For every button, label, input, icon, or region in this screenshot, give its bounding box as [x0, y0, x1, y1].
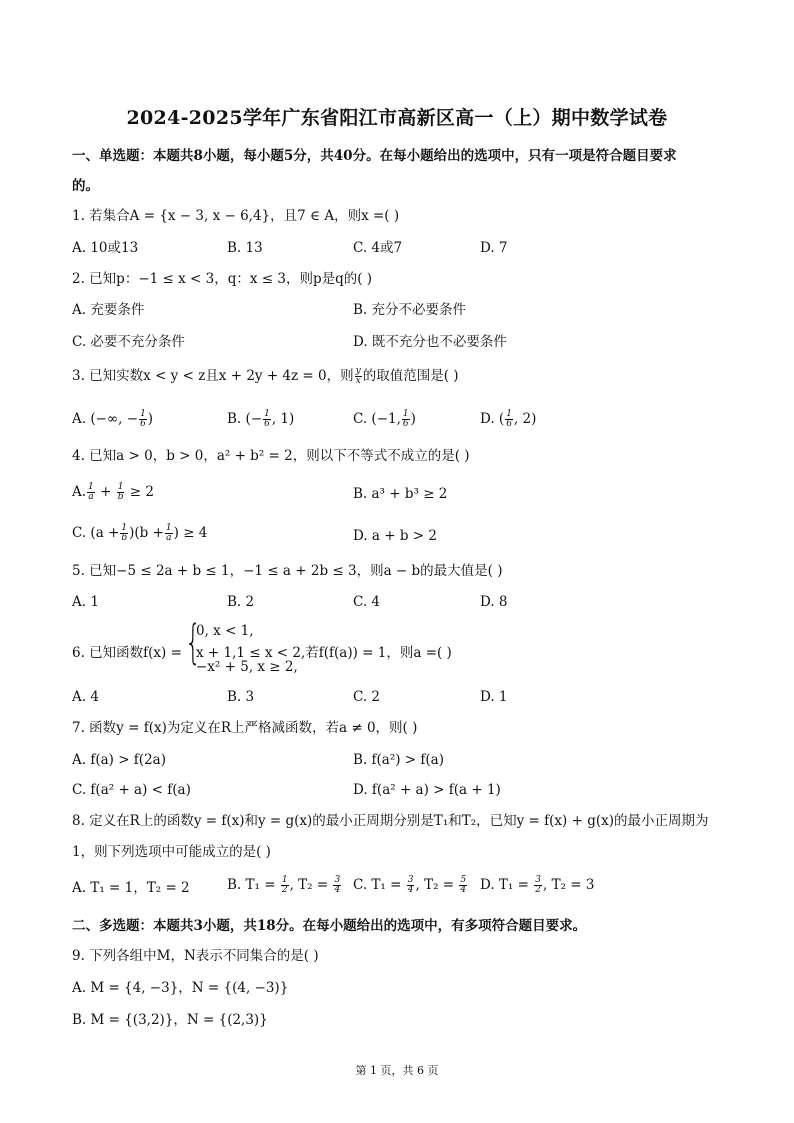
question-3-option-c: C. (−1, $\frac{1}{6}$ ) — [353, 409, 416, 429]
question-3-stem: 3. 已知实数x < y < z且x + 2y + 4z = 0，则 $\frac{y}{x}$ 的取值范围是( ) — [72, 366, 459, 386]
question-4-option-d: D. a + b > 2 — [353, 528, 437, 544]
question-6-case-1: 0, x < 1, — [196, 623, 254, 639]
question-9-stem: 9. 下列各组中M，N表示不同集合的是( ) — [72, 948, 319, 964]
question-7-option-a: A. f(a) > f(2a) — [72, 752, 166, 768]
question-8-stem: 8. 定义在R上的函数y = f(x)和y = g(x)的最小正周期分别是T₁和T₂，已知y = f(x) + g(x)的最小正周期为 — [72, 813, 709, 829]
question-3-option-b: B. (− $\frac{1}{6}$ , 1) — [227, 409, 295, 429]
question-2-option-b: B. 充分不必要条件 — [353, 302, 467, 318]
question-3-option-d: D. ( $\frac{1}{6}$ , 2) — [480, 409, 537, 429]
question-5-option-a: A. 1 — [72, 594, 99, 610]
page-footer: 第 1 页，共 6 页 — [355, 1064, 439, 1077]
question-5-option-c: C. 4 — [353, 594, 381, 610]
question-4-option-b: B. a³ + b³ ≥ 2 — [353, 486, 448, 502]
question-6-option-b: B. 3 — [227, 689, 255, 705]
question-8-option-c: C. T₁ = $\frac{3}{4}$ , T₂ = $\frac{5}{4}$ — [353, 875, 467, 895]
question-8-option-d: D. T₁ = $\frac{3}{2}$ , T₂ = 3 — [480, 875, 595, 895]
section-1-heading: 一、单选题：本题共8小题，每小题5分，共40分。在每小题给出的选项中，只有一项是符合题目要求 — [72, 148, 677, 164]
section-2-heading: 二、多选题：本题共3小题，共18分。在每小题给出的选项中，有多项符合题目要求。 — [72, 918, 587, 934]
question-4-option-a: A. $\frac{1}{a}$ + $\frac{1}{b}$ ≥ 2 — [72, 482, 154, 502]
question-2-option-c: C. 必要不充分条件 — [72, 334, 185, 350]
question-3-option-a: A. (−∞, − $\frac{1}{6}$ ) — [72, 409, 154, 429]
question-1-option-d: D. 7 — [480, 240, 508, 256]
question-6-stem: 6. 已知函数f(x) = — [72, 645, 182, 661]
piecewise-brace: { — [185, 615, 202, 669]
question-2-option-d: D. 既不充分也不必要条件 — [353, 334, 507, 350]
question-9-option-b: B. M = {(3,2)}，N = {(2,3)} — [72, 1012, 268, 1028]
question-1-option-b: B. 13 — [227, 240, 263, 256]
question-4-stem: 4. 已知a > 0，b > 0，a² + b² = 2，则以下不等式不成立的是( ) — [72, 448, 470, 464]
question-6-case-3: −x² + 5, x ≥ 2, — [196, 659, 298, 675]
question-9-option-a: A. M = {4, −3}，N = {(4, −3)} — [72, 980, 289, 996]
question-4-option-c: C. (a + $\frac{1}{b}$ )(b + $\frac{1}{a}$ ) ≥ 4 — [72, 523, 208, 543]
fraction-y-over-x: $\frac{y}{x}$ — [355, 366, 361, 386]
question-2-stem: 2. 已知p：−1 ≤ x < 3，q：x ≤ 3，则p是q的( ) — [72, 271, 373, 287]
question-8-option-b: B. T₁ = $\frac{1}{2}$ , T₂ = $\frac{3}{4}$ — [227, 875, 341, 895]
section-1-heading-cont: 的。 — [72, 178, 99, 194]
question-7-option-c: C. f(a² + a) < f(a) — [72, 782, 191, 798]
question-7-option-d: D. f(a² + a) > f(a + 1) — [353, 782, 501, 798]
question-1-option-a: A. 10或13 — [72, 240, 139, 256]
question-6-option-c: C. 2 — [353, 689, 381, 705]
question-8-option-a: A. T₁ = 1，T₂ = 2 — [72, 880, 190, 896]
question-6-option-d: D. 1 — [480, 689, 508, 705]
question-1-option-c: C. 4或7 — [353, 240, 403, 256]
question-8-stem-cont: 1，则下列选项中可能成立的是( ) — [72, 844, 271, 860]
question-7-stem: 7. 函数y = f(x)为定义在R上严格减函数，若a ≠ 0，则( ) — [72, 720, 418, 736]
question-5-option-d: D. 8 — [480, 594, 508, 610]
question-7-option-b: B. f(a²) > f(a) — [353, 752, 444, 768]
question-5-stem: 5. 已知−5 ≤ 2a + b ≤ 1，−1 ≤ a + 2b ≤ 3，则a − b的最大值是( ) — [72, 563, 503, 579]
question-1-stem: 1. 若集合A = {x − 3, x − 6,4}，且7 ∈ A，则x =( ) — [72, 208, 400, 224]
question-6-case-2: x + 1,1 ≤ x < 2,若f(f(a)) = 1，则a =( ) — [196, 645, 452, 661]
question-5-option-b: B. 2 — [227, 594, 255, 610]
question-6-option-a: A. 4 — [72, 689, 99, 705]
question-2-option-a: A. 充要条件 — [72, 302, 145, 318]
page-title: 2024-2025学年广东省阳江市高新区高一（上）期中数学试卷 — [126, 107, 668, 129]
